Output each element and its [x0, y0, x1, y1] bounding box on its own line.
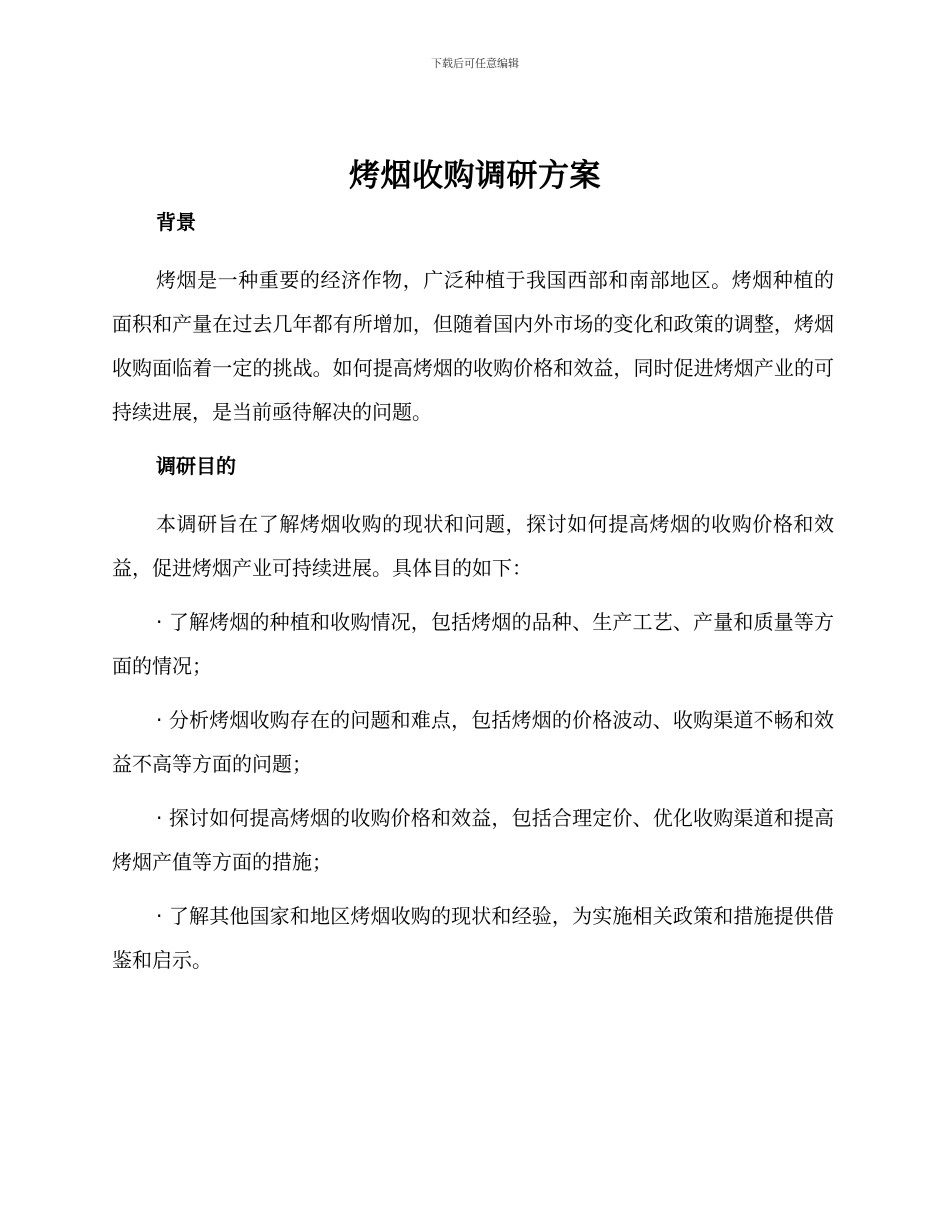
- list-item: · 探讨如何提高烤烟的收购价格和效益，包括合理定价、优化收购渠道和提高烤烟产值等方面的措施；: [112, 806, 834, 874]
- section-heading-objectives: 调研目的: [156, 454, 236, 478]
- background-paragraph: 烤烟是一种重要的经济作物，广泛种植于我国西部和南部地区。烤烟种植的面积和产量在过去几年都有所增加，但随着国内外市场的变化和政策的调整，烤烟收购面临着一定的挑战。如何提高烤烟的收购价格和效益，同时促进烤烟产业的可持续进展，是当前亟待解决的问题。: [112, 268, 834, 424]
- document-title: 烤烟收购调研方案: [349, 158, 601, 194]
- list-item: · 分析烤烟收购存在的问题和难点，包括烤烟的价格波动、收购渠道不畅和效益不高等方面的问题；: [112, 708, 834, 776]
- list-item: · 了解其他国家和地区烤烟收购的现状和经验，为实施相关政策和措施提供借鉴和启示。: [112, 904, 834, 972]
- section-heading-background: 背景: [156, 210, 196, 234]
- list-item: · 了解烤烟的种植和收购情况，包括烤烟的品种、生产工艺、产量和质量等方面的情况；: [112, 610, 834, 678]
- section-background: [112, 200, 834, 434]
- section-objectives: [112, 444, 834, 982]
- objectives-paragraph: 本调研旨在了解烤烟收购的现状和问题，探讨如何提高烤烟的收购价格和效益，促进烤烟产业可持续进展。具体目的如下：: [112, 512, 834, 580]
- document-body: [112, 200, 834, 982]
- header-note: 下载后可任意编辑: [431, 57, 519, 70]
